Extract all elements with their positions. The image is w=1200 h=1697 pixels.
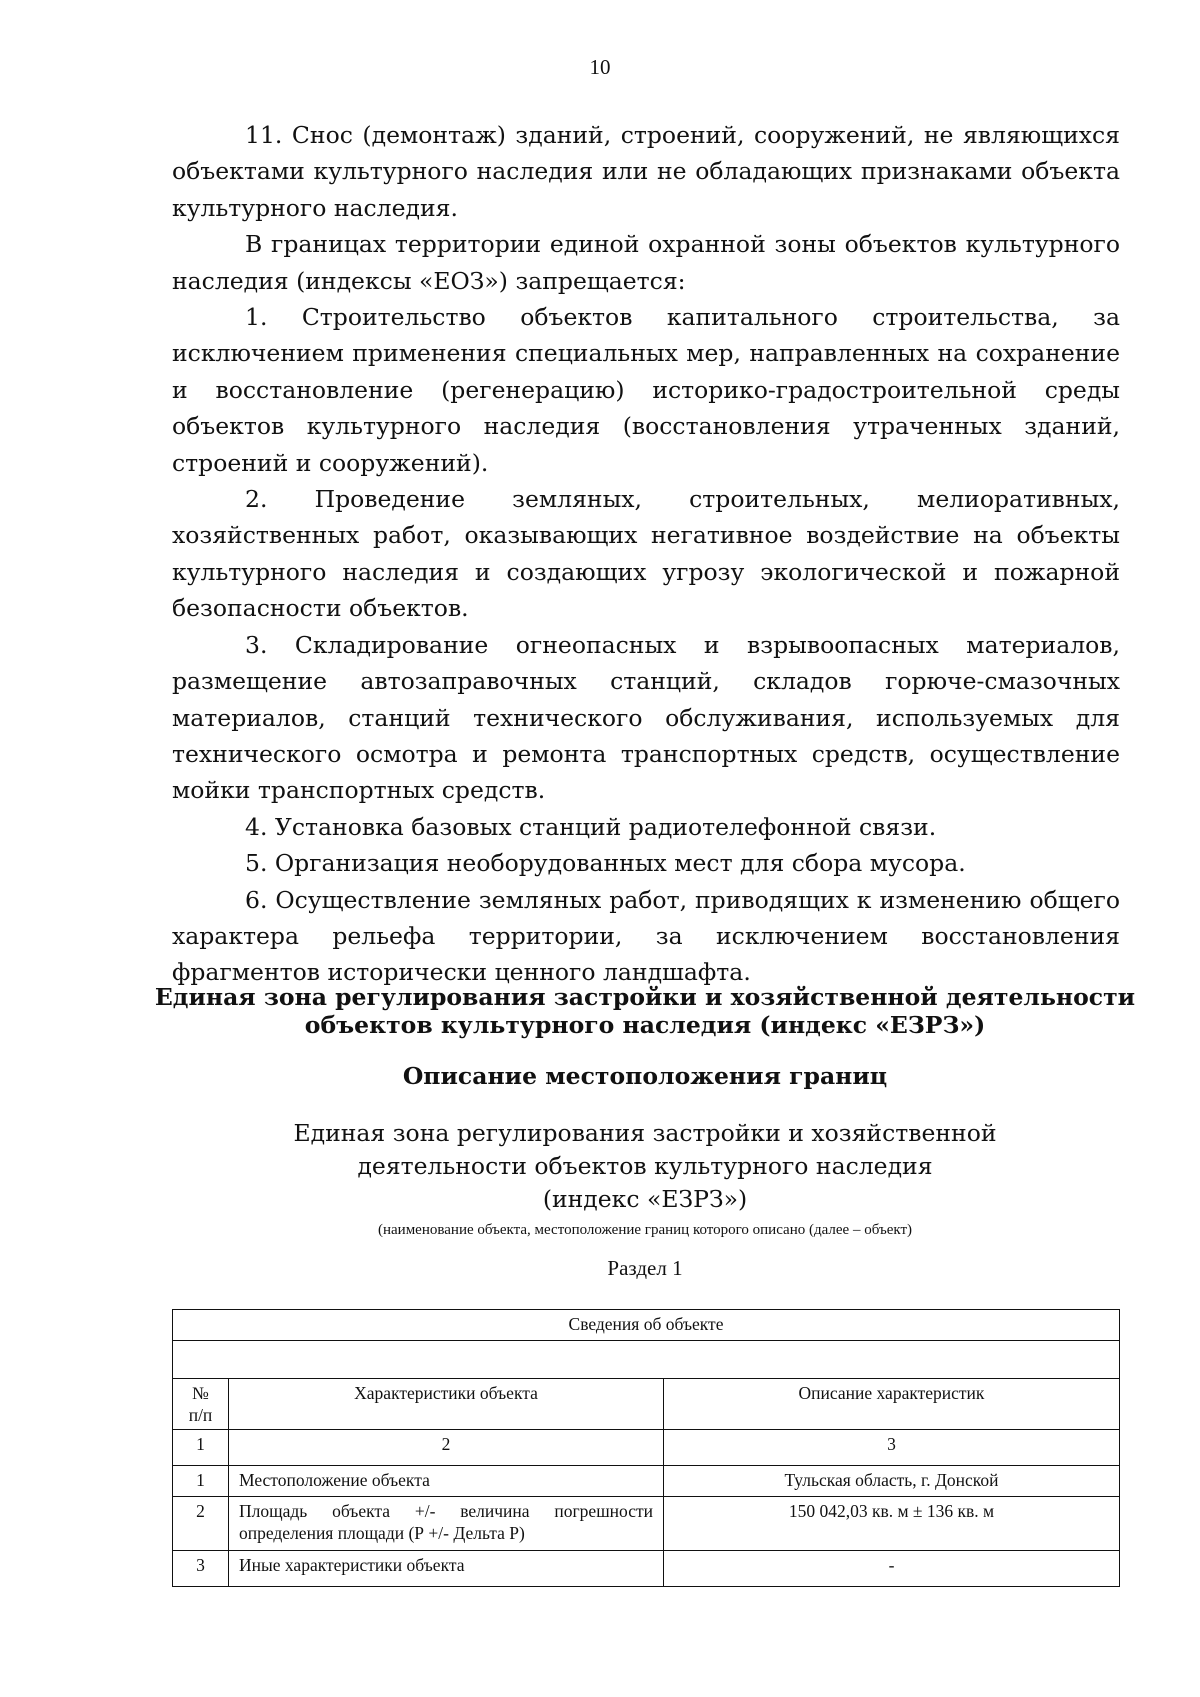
table-blank-row [173,1341,1120,1379]
header-characteristic: Характеристики объекта [229,1379,664,1430]
column-number-1: 1 [173,1430,229,1466]
object-info-table [172,1309,1120,1587]
body-text [172,117,1120,991]
table-row [173,1497,1120,1551]
table-title-row [173,1310,1120,1341]
row-characteristic: Местоположение объекта [229,1466,664,1497]
header-description: Описание характеристик [664,1379,1120,1430]
zone-heading [150,983,1140,1039]
paragraph-item-2: 2. Проведение земляных, строительных, мелиоративных, хозяйственных работ, оказывающих негативное воздействие на объекты культурного наследия и создающих угрозу экологической и пожарной безопасности объектов. [172,485,1120,623]
object-name [150,1117,1140,1216]
header-number [173,1379,229,1430]
column-number-row [173,1430,1120,1466]
object-name-line1: Единая зона регулирования застройки и хозяйственной [293,1119,997,1147]
row-number: 3 [173,1551,229,1587]
row-number: 2 [173,1497,229,1551]
paragraph-item-4: 4. Установка базовых станций радиотелефонной связи. [245,812,937,841]
table-header-row [173,1379,1120,1430]
table-row [173,1551,1120,1587]
section-label: Раздел 1 [607,1256,683,1280]
row-number: 1 [173,1466,229,1497]
object-name-line2: деятельности объектов культурного наследия [357,1152,933,1180]
table-row [173,1466,1120,1497]
paragraph-item-6: 6. Осуществление земляных работ, приводящих к изменению общего характера рельефа территории, за исключением восстановления фрагментов исторически ценного ландшафта. [172,885,1120,987]
row-description: 150 042,03 кв. м ± 136 кв. м [664,1497,1120,1551]
paragraph-item-3: 3. Складирование огнеопасных и взрывоопасных материалов, размещение автозаправочных станций, складов горюче-смазочных материалов, станций технического обслуживания, используемых для технического осмотра и ремонта транспортных средств, осуществление мойки транспортных средств. [172,630,1120,805]
paragraph-demolition: 11. Снос (демонтаж) зданий, строений, сооружений, не являющихся объектами культурного наследия или не обладающих признаками объекта культурного наследия. [172,121,1120,222]
table-title: Сведения об объекте [173,1310,1120,1341]
zone-heading-line1: Единая зона регулирования застройки и хозяйственной деятельности [154,983,1136,1011]
zone-heading-line2: объектов культурного наследия (индекс «ЕЗРЗ») [304,1011,986,1039]
row-description: Тульская область, г. Донской [664,1466,1120,1497]
object-name-line3: (индекс «ЕЗРЗ») [542,1185,748,1213]
paragraph-item-1: 1. Строительство объектов капитального строительства, за исключением применения специальных мер, направленных на сохранение и восстановление (регенерацию) историко-градостроительной среды объектов культурного наследия (восстановления утраченных зданий, строений и сооружений). [172,303,1120,477]
header-number-line1: № [192,1383,209,1403]
paragraph-eoz-intro: В границах территории единой охранной зоны объектов культурного наследия (индексы «ЕОЗ») запрещается: [172,230,1120,295]
column-number-2: 2 [229,1430,664,1466]
object-caption: (наименование объекта, местоположение границ которого описано (далее – объект) [377,1222,913,1238]
column-number-3: 3 [664,1430,1120,1466]
row-description: - [664,1551,1120,1587]
paragraph-item-5: 5. Организация необорудованных мест для сбора мусора. [245,849,966,878]
row-characteristic: Площадь объекта +/- величина погрешности определения площади (Р +/- Дельта Р) [229,1497,664,1551]
row-characteristic: Иные характеристики объекта [229,1551,664,1587]
table-blank-cell [173,1341,1120,1379]
description-heading: Описание местоположения границ [402,1062,888,1090]
header-number-line2: п/п [188,1405,213,1425]
page-number: 10 [589,55,611,79]
